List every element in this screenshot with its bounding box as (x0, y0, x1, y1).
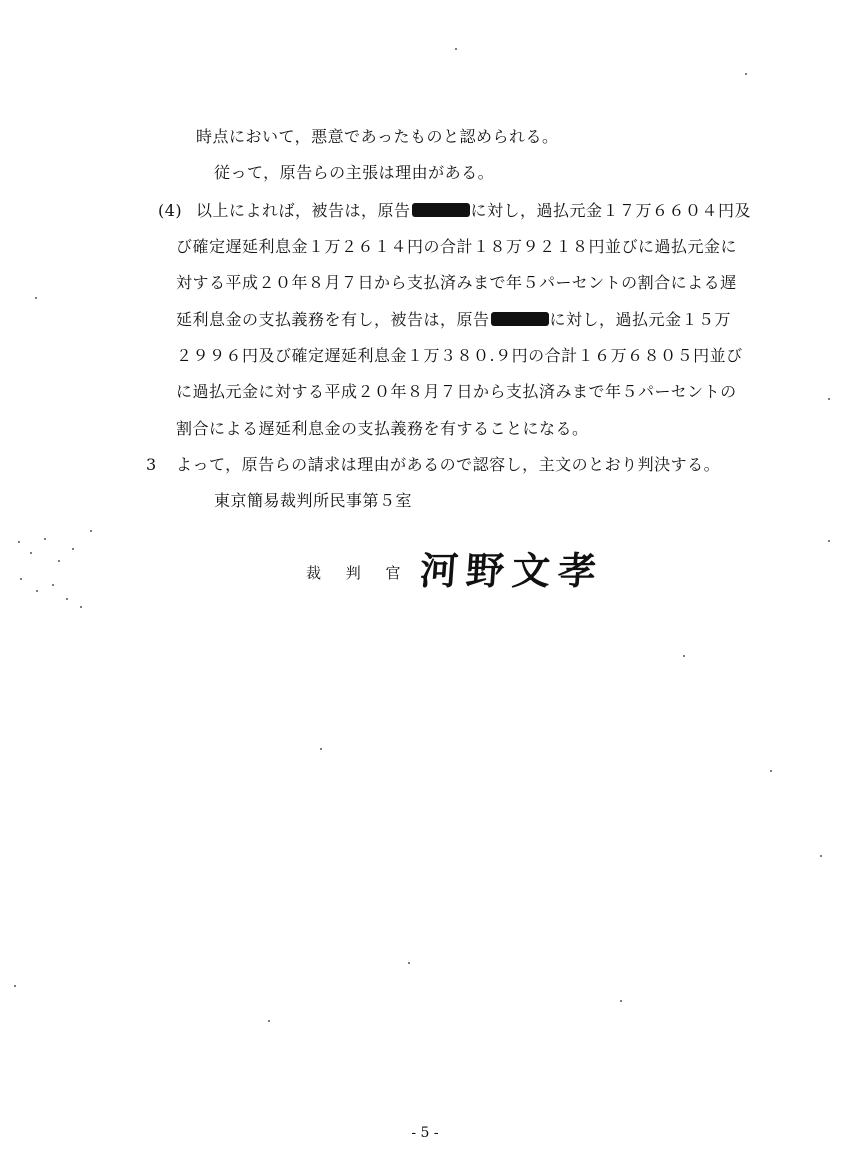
text-line-1: 時点において，悪意であったものと認められる。 (196, 127, 559, 146)
scan-speck (80, 606, 82, 608)
text-line-7: ２９９６円及び確定遅延利息金１万３８０.９円の合計１６万６８０５円並び (176, 346, 743, 365)
scan-speck (320, 748, 322, 750)
text-line-10: よって，原告らの請求は理由があるので認容し，主文のとおり判決する。 (176, 455, 721, 474)
text-line-6 (176, 310, 731, 330)
page-number: - 5 - (411, 1125, 439, 1141)
item-number-3: 3 (146, 455, 157, 474)
judge-title: 裁 判 官 (306, 564, 411, 582)
scan-speck (30, 552, 32, 554)
judge-name-signature: 河野文孝 (418, 548, 606, 593)
text-line-6a: 延利息金の支払義務を有し，被告は，原告 (176, 310, 490, 329)
scan-speck (745, 73, 747, 75)
scan-speck (14, 985, 16, 987)
scan-speck (620, 1000, 622, 1002)
text-line-3b: に対し，過払元金１７万６６０４円及 (470, 201, 752, 220)
scan-speck (683, 655, 685, 657)
scan-speck (44, 538, 46, 540)
court-name: 東京簡易裁判所民事第５室 (214, 491, 413, 510)
item-number-4: (4) (158, 201, 183, 220)
scan-speck (18, 541, 20, 543)
text-line-5: 対する平成２０年８月７日から支払済みまで年５パーセントの割合による遅 (176, 273, 737, 292)
scan-speck (828, 540, 830, 542)
text-line-3a: 以上によれば，被告は，原告 (196, 201, 411, 220)
scan-speck (828, 398, 830, 400)
text-line-9: 割合による遅延利息金の支払義務を有することになる。 (176, 419, 589, 438)
text-line-8: に過払元金に対する平成２０年８月７日から支払済みまで年５パーセントの (176, 382, 737, 401)
scan-speck (66, 598, 68, 600)
scan-speck (455, 48, 457, 50)
text-line-4: び確定遅延利息金１万２６１４円の合計１８万９２１８円並びに過払元金に (176, 237, 738, 256)
scan-speck (268, 1020, 270, 1022)
redaction-bar (412, 203, 470, 217)
scan-speck (52, 584, 54, 586)
text-line-3 (196, 201, 751, 221)
scan-speck (58, 560, 60, 562)
scan-speck (408, 962, 410, 964)
scan-speck (820, 855, 822, 857)
scan-speck (90, 530, 92, 532)
scan-speck (72, 548, 74, 550)
redaction-bar (491, 312, 549, 326)
text-line-2: 従って，原告らの主張は理由がある。 (214, 163, 495, 182)
scan-speck (35, 297, 37, 299)
scan-speck (770, 770, 772, 772)
scan-speck (36, 590, 38, 592)
scan-speck (20, 578, 22, 580)
text-line-6b: に対し，過払元金１５万 (549, 310, 732, 329)
